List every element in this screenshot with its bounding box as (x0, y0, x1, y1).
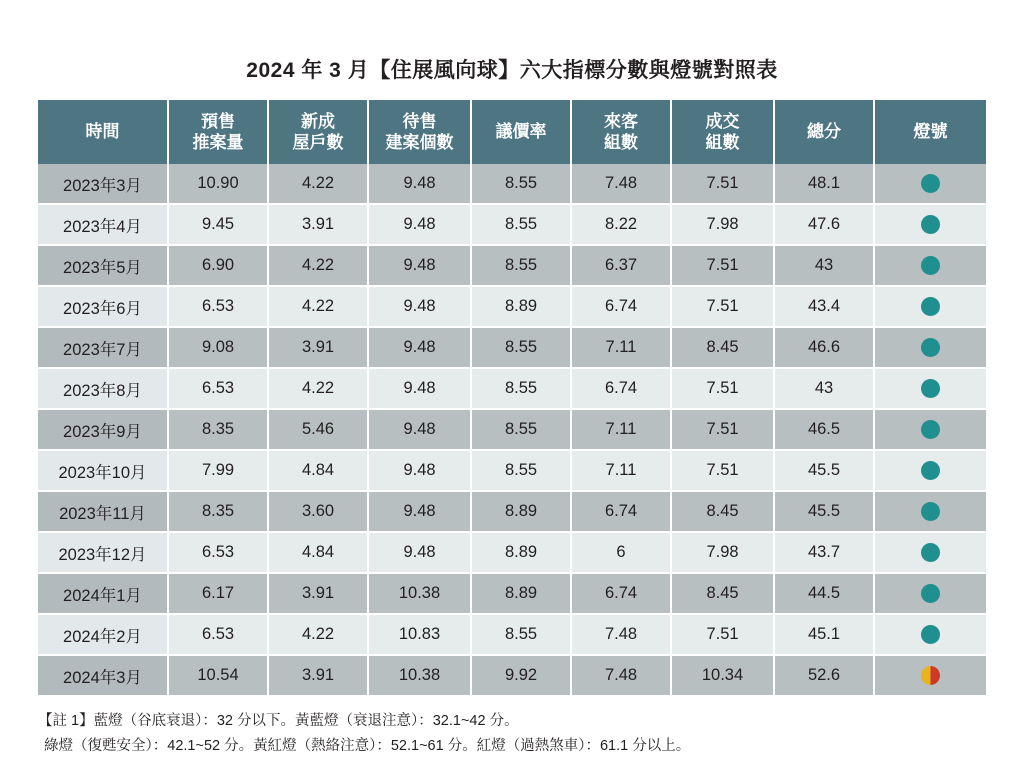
cell-presale: 6.17 (168, 573, 268, 614)
header-line1: 燈號 (913, 122, 948, 142)
cell-presale: 9.08 (168, 327, 268, 368)
green-light-icon (921, 215, 940, 234)
cell-visitors: 6.74 (571, 491, 671, 532)
table-row (38, 491, 986, 532)
cell-time: 2024年3月 (38, 655, 168, 696)
green-light-icon (921, 174, 940, 193)
column-header-visitors (571, 100, 671, 164)
cell-bargain: 8.89 (471, 573, 571, 614)
cell-deals: 7.51 (671, 164, 774, 204)
page-title: 2024 年 3 月【住展風向球】六大指標分數與燈號對照表 (246, 59, 778, 82)
cell-time: 2023年8月 (38, 368, 168, 409)
cell-time: 2024年1月 (38, 573, 168, 614)
cell-bargain: 8.55 (471, 409, 571, 450)
cell-signal (874, 532, 986, 573)
cell-bargain: 8.89 (471, 286, 571, 327)
header-row (38, 100, 986, 164)
table-row (38, 286, 986, 327)
cell-total: 43.4 (774, 286, 874, 327)
cell-presale: 7.99 (168, 450, 268, 491)
cell-time: 2023年3月 (38, 164, 168, 204)
cell-deals: 7.51 (671, 245, 774, 286)
cell-signal (874, 491, 986, 532)
header-line1: 總分 (807, 122, 841, 142)
cell-unsold: 10.38 (368, 655, 471, 696)
cell-time: 2023年5月 (38, 245, 168, 286)
header-line1: 來客 (604, 111, 638, 131)
cell-total: 45.5 (774, 450, 874, 491)
green-light-icon (921, 379, 940, 398)
cell-visitors: 8.22 (571, 204, 671, 245)
cell-presale: 6.53 (168, 614, 268, 655)
cell-total: 43.7 (774, 532, 874, 573)
cell-newhouse: 4.22 (268, 164, 368, 204)
cell-unsold: 9.48 (368, 409, 471, 450)
cell-signal (874, 368, 986, 409)
cell-time: 2023年6月 (38, 286, 168, 327)
column-header-total (774, 100, 874, 164)
cell-total: 48.1 (774, 164, 874, 204)
cell-visitors: 7.48 (571, 614, 671, 655)
cell-deals: 7.98 (671, 532, 774, 573)
cell-bargain: 8.89 (471, 491, 571, 532)
cell-presale: 6.53 (168, 286, 268, 327)
header-line2: 組數 (705, 133, 740, 152)
cell-deals: 7.51 (671, 368, 774, 409)
cell-newhouse: 4.84 (268, 450, 368, 491)
cell-deals: 7.98 (671, 204, 774, 245)
header-line1: 新成 (301, 111, 335, 131)
cell-visitors: 7.48 (571, 655, 671, 696)
table-row (38, 164, 986, 204)
cell-deals: 7.51 (671, 286, 774, 327)
table-row (38, 614, 986, 655)
header-line1: 成交 (705, 111, 740, 131)
cell-visitors: 6.74 (571, 286, 671, 327)
table-row (38, 327, 986, 368)
cell-time: 2023年12月 (38, 532, 168, 573)
green-light-icon (921, 297, 940, 316)
cell-bargain: 8.89 (471, 532, 571, 573)
header-line2: 建案個數 (385, 133, 454, 152)
table-row (38, 573, 986, 614)
table-body (38, 164, 986, 696)
column-header-bargain (471, 100, 571, 164)
cell-signal (874, 327, 986, 368)
cell-visitors: 6.74 (571, 368, 671, 409)
cell-deals: 8.45 (671, 327, 774, 368)
cell-total: 45.1 (774, 614, 874, 655)
cell-signal (874, 245, 986, 286)
cell-newhouse: 4.84 (268, 532, 368, 573)
cell-newhouse: 3.60 (268, 491, 368, 532)
cell-visitors: 7.11 (571, 409, 671, 450)
column-header-deals (671, 100, 774, 164)
cell-newhouse: 3.91 (268, 573, 368, 614)
table-row (38, 409, 986, 450)
cell-signal (874, 450, 986, 491)
cell-total: 44.5 (774, 573, 874, 614)
cell-newhouse: 3.91 (268, 204, 368, 245)
cell-newhouse: 4.22 (268, 286, 368, 327)
footnotes (38, 709, 986, 758)
table-row (38, 204, 986, 245)
cell-bargain: 8.55 (471, 204, 571, 245)
cell-total: 52.6 (774, 655, 874, 696)
footnote-line-2: 綠燈（復甦安全）：42.1~52 分。黃紅燈（熱絡注意）：52.1~61 分。紅燈（過熱煞車）：61.1 分以上。 (44, 737, 691, 754)
cell-visitors: 7.11 (571, 450, 671, 491)
cell-visitors: 7.11 (571, 327, 671, 368)
cell-presale: 6.53 (168, 368, 268, 409)
cell-deals: 8.45 (671, 573, 774, 614)
cell-presale: 9.45 (168, 204, 268, 245)
cell-visitors: 6 (571, 532, 671, 573)
cell-visitors: 6.74 (571, 573, 671, 614)
cell-unsold: 9.48 (368, 327, 471, 368)
cell-presale: 8.35 (168, 491, 268, 532)
yellow-red-light-icon (921, 666, 940, 685)
cell-signal (874, 655, 986, 696)
signal-table (38, 100, 986, 697)
cell-unsold: 9.48 (368, 164, 471, 204)
cell-visitors: 7.48 (571, 164, 671, 204)
cell-presale: 10.54 (168, 655, 268, 696)
cell-deals: 10.34 (671, 655, 774, 696)
column-header-time (38, 100, 168, 164)
header-line1: 議價率 (495, 122, 547, 142)
cell-total: 43 (774, 245, 874, 286)
cell-bargain: 8.55 (471, 450, 571, 491)
header-line1: 待售 (402, 111, 437, 131)
cell-unsold: 9.48 (368, 286, 471, 327)
cell-total: 46.5 (774, 409, 874, 450)
cell-unsold: 9.48 (368, 368, 471, 409)
cell-deals: 8.45 (671, 491, 774, 532)
green-light-icon (921, 543, 940, 562)
cell-presale: 6.53 (168, 532, 268, 573)
cell-visitors: 6.37 (571, 245, 671, 286)
green-light-icon (921, 338, 940, 357)
cell-unsold: 9.48 (368, 245, 471, 286)
column-header-presale (168, 100, 268, 164)
cell-signal (874, 286, 986, 327)
cell-total: 46.6 (774, 327, 874, 368)
cell-bargain: 8.55 (471, 164, 571, 204)
cell-unsold: 10.38 (368, 573, 471, 614)
cell-presale: 10.90 (168, 164, 268, 204)
table-header (38, 100, 986, 164)
cell-unsold: 9.48 (368, 532, 471, 573)
green-light-icon (921, 502, 940, 521)
table-row (38, 655, 986, 696)
cell-time: 2023年4月 (38, 204, 168, 245)
header-line2: 推案量 (192, 133, 244, 152)
column-header-signal (874, 100, 986, 164)
cell-bargain: 8.55 (471, 614, 571, 655)
cell-total: 43 (774, 368, 874, 409)
cell-unsold: 9.48 (368, 450, 471, 491)
cell-time: 2023年11月 (38, 491, 168, 532)
cell-presale: 8.35 (168, 409, 268, 450)
green-light-icon (921, 256, 940, 275)
cell-newhouse: 4.22 (268, 368, 368, 409)
green-light-icon (921, 461, 940, 480)
cell-bargain: 8.55 (471, 327, 571, 368)
cell-signal (874, 204, 986, 245)
cell-total: 45.5 (774, 491, 874, 532)
cell-time: 2023年7月 (38, 327, 168, 368)
cell-time: 2024年2月 (38, 614, 168, 655)
cell-signal (874, 614, 986, 655)
table-row (38, 450, 986, 491)
cell-newhouse: 4.22 (268, 614, 368, 655)
cell-signal (874, 573, 986, 614)
table-row (38, 245, 986, 286)
cell-time: 2023年10月 (38, 450, 168, 491)
column-header-unsold (368, 100, 471, 164)
cell-bargain: 8.55 (471, 245, 571, 286)
green-light-icon (921, 420, 940, 439)
header-line2: 組數 (604, 133, 638, 152)
cell-newhouse: 3.91 (268, 655, 368, 696)
header-line1: 預售 (201, 111, 235, 131)
cell-newhouse: 5.46 (268, 409, 368, 450)
cell-presale: 6.90 (168, 245, 268, 286)
cell-deals: 7.51 (671, 450, 774, 491)
cell-deals: 7.51 (671, 409, 774, 450)
green-light-icon (921, 584, 940, 603)
table-row (38, 368, 986, 409)
header-line2: 屋戶數 (292, 133, 344, 152)
column-header-newhouse (268, 100, 368, 164)
cell-signal (874, 409, 986, 450)
cell-unsold: 10.83 (368, 614, 471, 655)
cell-newhouse: 4.22 (268, 245, 368, 286)
cell-unsold: 9.48 (368, 204, 471, 245)
cell-signal (874, 164, 986, 204)
cell-time: 2023年9月 (38, 409, 168, 450)
green-light-icon (921, 625, 940, 644)
cell-total: 47.6 (774, 204, 874, 245)
cell-newhouse: 3.91 (268, 327, 368, 368)
footnote-line-1: 【註 1】藍燈（谷底衰退）：32 分以下。黃藍燈（衰退注意）：32.1~42 分。 (38, 713, 519, 729)
table-row (38, 532, 986, 573)
header-line1: 時間 (85, 122, 120, 142)
cell-bargain: 9.92 (471, 655, 571, 696)
cell-unsold: 9.48 (368, 491, 471, 532)
cell-deals: 7.51 (671, 614, 774, 655)
cell-bargain: 8.55 (471, 368, 571, 409)
